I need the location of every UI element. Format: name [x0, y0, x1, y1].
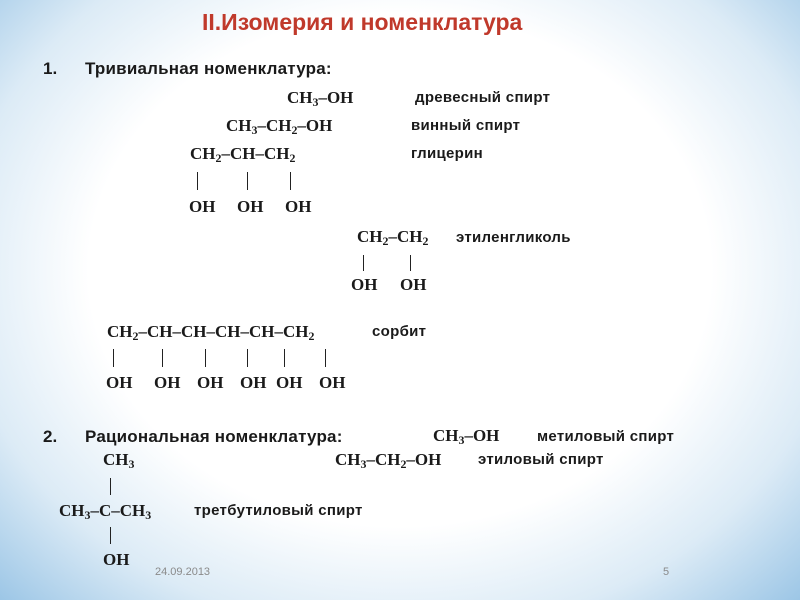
- sorbitol-bond-2: [162, 349, 163, 367]
- tert-butanol-rational-name: третбутиловый спирт: [194, 502, 363, 519]
- glycerol-oh-2: OH: [237, 197, 264, 216]
- glycerol-bond-3: [290, 172, 291, 190]
- glycerol-bond-2: [247, 172, 248, 190]
- section-2-number: 2.: [43, 427, 58, 446]
- ethylene-glycol-oh-1: OH: [351, 275, 378, 294]
- sorbitol-bond-1: [113, 349, 114, 367]
- section-2-heading: Рациональная номенклатура:: [85, 427, 343, 446]
- tert-butanol-bond-top: [110, 478, 111, 495]
- section-1-heading: Тривиальная номенклатура:: [85, 59, 332, 78]
- glycerol-bond-1: [197, 172, 198, 190]
- methanol-rational-formula: $CH_3-OH$: [433, 426, 500, 447]
- ethylene-glycol-trivial-name: этиленгликоль: [456, 229, 571, 246]
- glycerol-trivial-name: глицерин: [411, 145, 484, 162]
- ethylene-glycol-chain: $CH_2-CH_2$: [357, 227, 429, 248]
- slide-title: II.Изомерия и номенклатура: [202, 9, 523, 35]
- sorbitol-bond-6: [325, 349, 326, 367]
- ethanol-trivial-name: винный спирт: [411, 117, 521, 134]
- page-number: 5: [663, 566, 670, 578]
- sorbitol-bond-5: [284, 349, 285, 367]
- sorbitol-bond-3: [205, 349, 206, 367]
- tert-butanol-top-methyl: $CH_3$: [103, 450, 135, 471]
- ethylene-glycol-oh-2: OH: [400, 275, 427, 294]
- tert-butanol-oh: OH: [103, 550, 130, 569]
- glycerol-oh-1: OH: [189, 197, 216, 216]
- sorbitol-oh-5: OH: [276, 373, 303, 392]
- ethylene-glycol-bond-1: [363, 255, 364, 271]
- sorbitol-oh-4: OH: [240, 373, 267, 392]
- tert-butanol-bond-bottom: [110, 527, 111, 544]
- methanol-rational-name: метиловый спирт: [537, 428, 675, 445]
- section-1-number: 1.: [43, 59, 58, 78]
- sorbitol-oh-6: OH: [319, 373, 346, 392]
- footer-date: 24.09.2013: [155, 566, 211, 578]
- tert-butanol-chain: $CH_3-C-CH_3$: [59, 501, 152, 522]
- sorbitol-bond-4: [247, 349, 248, 367]
- sorbitol-trivial-name: сорбит: [372, 323, 427, 340]
- ethanol-formula: $CH_3-CH_2-OH$: [226, 116, 333, 137]
- ethanol-rational-name: этиловый спирт: [478, 451, 604, 468]
- glycerol-chain: $CH_2-CH-CH_2$: [190, 144, 296, 165]
- sorbitol-oh-3: OH: [197, 373, 224, 392]
- ethylene-glycol-bond-2: [410, 255, 411, 271]
- sorbitol-oh-1: OH: [106, 373, 133, 392]
- glycerol-oh-3: OH: [285, 197, 312, 216]
- sorbitol-oh-2: OH: [154, 373, 181, 392]
- sorbitol-chain: $CH_2-CH-CH-CH-CH-CH_2$: [107, 322, 315, 343]
- methanol-trivial-name: древесный спирт: [415, 89, 551, 106]
- ethanol-rational-formula: $CH_3-CH_2-OH$: [335, 450, 442, 471]
- methanol-formula: $CH_3-OH$: [287, 88, 354, 109]
